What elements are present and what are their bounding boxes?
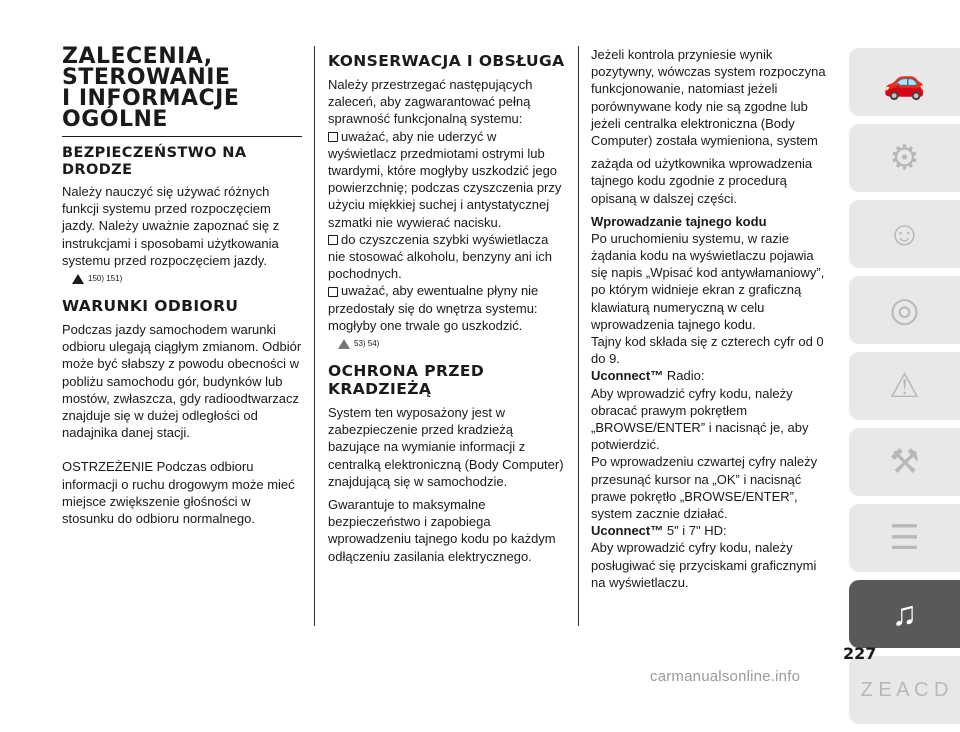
page-number: 227: [843, 644, 877, 663]
specs-list-icon: ☰: [889, 519, 920, 557]
tab-emergency[interactable]: [849, 352, 960, 420]
section-title-reception: WARUNKI ODBIORU: [62, 297, 239, 316]
section-title-maintenance: KONSERWACJA I OBSŁUGA: [328, 52, 565, 70]
car-info-icon: 🚗: [883, 63, 926, 101]
paragraph: Jeżeli kontrola przyniesie wynik pozytywny, wówczas system rozpoczyna funkcjonowanie, natomiast jeżeli porównywane kody nie są zgodne lub jeżeli centralka elektroniczna (Body Computer) została wymieniona, system: [591, 47, 826, 149]
title-rule: [62, 136, 302, 137]
warning-triangle-icon: ⚠: [889, 367, 920, 405]
warning-lights-icon: ⚙: [889, 139, 920, 177]
tab-specs[interactable]: [849, 504, 960, 572]
bullet-icon: [328, 132, 338, 142]
tab-warning-lights[interactable]: [849, 124, 960, 192]
maintenance-bullet: uważać, aby nie uderzyć w wyświetlacz przedmiotami ostrymi lub twardymi, które mogłyby uszkodzić jego powierzchnię; podczas czyszczenia przy użyciu miękkiej suchej i antystatycznej szmatki nie wywierać nacisku.: [328, 128, 562, 230]
warning-triangle-icon: [72, 274, 84, 284]
tab-multimedia[interactable]: [849, 580, 960, 648]
paragraph: zażąda od użytkownika wprowadzenia tajnego kodu zgodnie z procedurą opisaną w dalszej części.: [591, 156, 813, 206]
warning-reference: 150) 151): [72, 273, 302, 285]
caution-triangle-icon: [338, 339, 350, 349]
airbag-seat-icon: ☺: [887, 214, 922, 253]
section-title-anti-theft: OCHRONA PRZED KRADZIEŻĄ: [328, 362, 485, 399]
anti-theft-text: System ten wyposażony jest w zabezpieczenie przed kradzieżą bazujące na wymianie informacji z centralką elektroniczną (Body Computer) znajdującą się w samochodzie.: [328, 405, 564, 489]
bullet-icon: [328, 287, 338, 297]
tab-driving[interactable]: [849, 276, 960, 344]
index-icon: Z E A C D: [860, 678, 949, 701]
uconnect-hd-label: Uconnect™ 5" i 7" HD:: [591, 523, 727, 539]
paragraph: Aby wprowadzić cyfry kodu, należy posługiwać się przyciskami graficznymi na wyświetlaczu.: [591, 540, 817, 590]
column-2: [328, 46, 568, 565]
caution-reference: 53) 54): [338, 338, 568, 350]
column-divider: [314, 46, 315, 626]
column-divider: [578, 46, 579, 626]
paragraph: Aby wprowadzić cyfry kodu, należy obracać prawym pokrętłem „BROWSE/ENTER” i nacisnąć je, aby potwierdzić.: [591, 385, 809, 453]
tab-car-info[interactable]: [849, 48, 960, 116]
reception-warning: OSTRZEŻENIE Podczas odbioru informacji o ruchu drogowym może mieć miejsce zwiększenie głośności w stosunku do odbioru normalnego.: [62, 459, 295, 527]
reception-text: Podczas jazdy samochodem warunki odbioru ulegają ciągłym zmianom. Odbiór może być słabszy z powodu obecności w pobliżu samochodu gór, budynków lub mostów, zwłaszcza, gdy radioodtwarzacz znajduje się w dużej odległości od nadajnika danej stacji.: [62, 322, 302, 441]
paragraph: Tajny kod składa się z czterech cyfr od 0 do 9.: [591, 334, 824, 367]
paragraph: Po uruchomieniu systemu, w razie żądania kodu na wyświetlaczu pojawia się napis „Wpisać kod antywłamaniowy”, po którym widnieje ekran z graficzną klawiaturą numeryczną w celu wprowadzenia tajnego kodu.: [591, 230, 825, 332]
subheading-code-entry: Wprowadzanie tajnego kodu: [591, 213, 767, 229]
chapter-title: ZALECENIA, STEROWANIE I INFORMACJE OGÓLNE: [62, 44, 240, 132]
column-3: [591, 46, 831, 591]
paragraph: Po wprowadzeniu czwartej cyfry należy przesunąć kursor na „OK” i nacisnąć prawe pokrętło „BROWSE/ENTER”, system zacznie działać.: [591, 454, 818, 522]
tab-maintenance[interactable]: [849, 428, 960, 496]
maintenance-intro: Należy przestrzegać następujących zaleceń, aby zagwarantować pełną sprawność funkcjonalną systemu:: [328, 77, 533, 127]
anti-theft-text-2: Gwarantuje to maksymalne bezpieczeństwo i zapobiega wprowadzeniu tajnego kodu po każdym odłączeniu zasilania elektrycznego.: [328, 497, 556, 564]
column-1: [62, 46, 302, 527]
watermark: carmanualsonline.info: [650, 668, 801, 685]
tab-safety[interactable]: [849, 200, 960, 268]
tab-index[interactable]: [849, 656, 960, 724]
multimedia-icon: ♫: [891, 594, 918, 633]
road-safety-text: Należy nauczyć się używać różnych funkcji systemu przed rozpoczęciem jazdy. Należy uważnie zapoznać się z instrukcjami i sposobami użytkowania systemu przed rozpoczęciem jazdy.: [62, 184, 280, 268]
chapter-tabs: [849, 48, 960, 732]
maintenance-bullet: do czyszczenia szybki wyświetlacza nie stosować alkoholu, benzyny ani ich pochodnych.: [328, 231, 553, 282]
section-title-road-safety: BEZPIECZEŃSTWO NA DRODZE: [62, 145, 247, 178]
uconnect-radio-label: Uconnect™ Radio:: [591, 368, 705, 384]
maintenance-bullet: uważać, aby ewentualne płyny nie przedostały się do wnętrza systemu: mogłyby one trwale go uszkodzić.: [328, 283, 539, 333]
tools-icon: ⚒: [889, 443, 920, 481]
bullet-icon: [328, 235, 338, 245]
key-steering-icon: ◎: [889, 291, 920, 329]
